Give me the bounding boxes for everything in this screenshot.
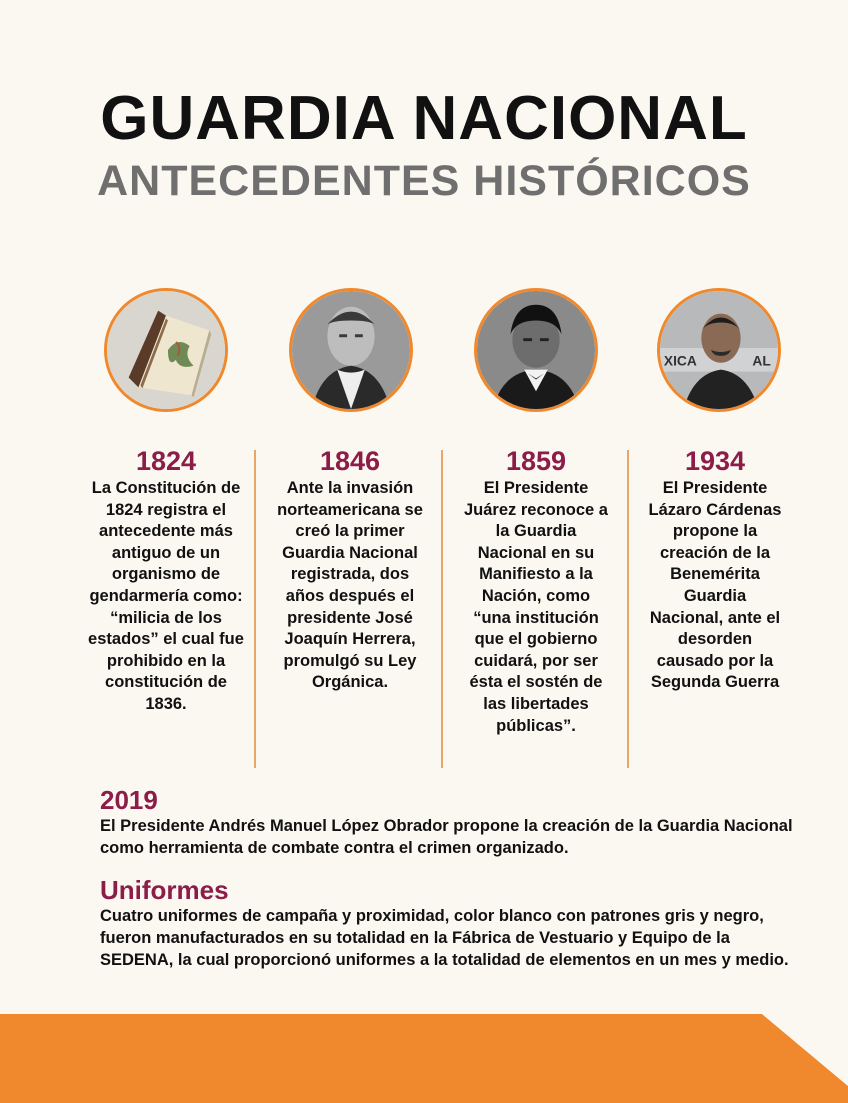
timeline-entry-1824 <box>81 446 251 716</box>
herrera-portrait-image <box>289 288 413 412</box>
section-uniformes <box>100 876 800 971</box>
portrait-icon <box>477 291 595 409</box>
timeline-divider <box>254 450 256 768</box>
timeline-year: 1824 <box>135 446 197 476</box>
section-2019 <box>100 786 800 859</box>
section-2019-heading: 2019 <box>100 785 158 815</box>
juarez-portrait-image <box>474 288 598 412</box>
timeline-entry-1846 <box>265 446 435 694</box>
timeline-divider <box>627 450 629 768</box>
timeline-text: El Presidente Lázaro Cárdenas propone la creación de la Benemérita Guardia Nacional, ante el desorden causado por la Segunda Guerra <box>648 479 782 692</box>
footer-orange-band <box>0 1014 848 1103</box>
page-title: GUARDIA NACIONAL <box>100 84 748 153</box>
uniformes-heading: Uniformes <box>100 875 229 905</box>
book-icon <box>107 291 225 409</box>
constitution-book-image <box>104 288 228 412</box>
svg-text:AL: AL <box>752 353 771 369</box>
cardenas-portrait-image <box>657 288 781 412</box>
section-2019-text: El Presidente Andrés Manuel López Obrador propone la creación de la Guardia Nacional como herramienta de combate contra el crimen organizado. <box>100 816 793 857</box>
timeline-entry-1934 <box>630 446 800 694</box>
svg-text:XICA: XICA <box>663 353 697 369</box>
timeline-text: La Constitución de 1824 registra el antecedente más antiguo de un organismo de gendarmería como: “milicia de los estados” el cual fue prohibido en la constitución de 1836. <box>88 479 244 713</box>
timeline-text: El Presidente Juárez reconoce a la Guardia Nacional en su Manifiesto a la Nación, como “una institución que el gobierno cuidará, por ser ésta el sostén de las libertades públicas”. <box>464 479 608 735</box>
timeline-year: 1846 <box>319 446 381 476</box>
timeline-entry-1859 <box>451 446 621 737</box>
page-subtitle: ANTECEDENTES HISTÓRICOS <box>97 157 751 205</box>
timeline-text: Ante la invasión norteamericana se creó la primer Guardia Nacional registrada, dos años después el presidente José Joaquín Herrera, promulgó su Ley Orgánica. <box>277 479 423 692</box>
uniformes-text: Cuatro uniformes de campaña y proximidad, color blanco con patrones gris y negro, fueron manufacturados en su totalidad en la Fábrica de Vestuario y Equipo de la SEDENA, la cual proporcionó uniformes a la totalidad de elementos en un mes y medio. <box>100 906 789 969</box>
portrait-icon <box>292 291 410 409</box>
portrait-icon <box>660 291 778 409</box>
timeline-year: 1934 <box>684 446 746 476</box>
timeline-divider <box>441 450 443 768</box>
timeline-year: 1859 <box>505 446 567 476</box>
